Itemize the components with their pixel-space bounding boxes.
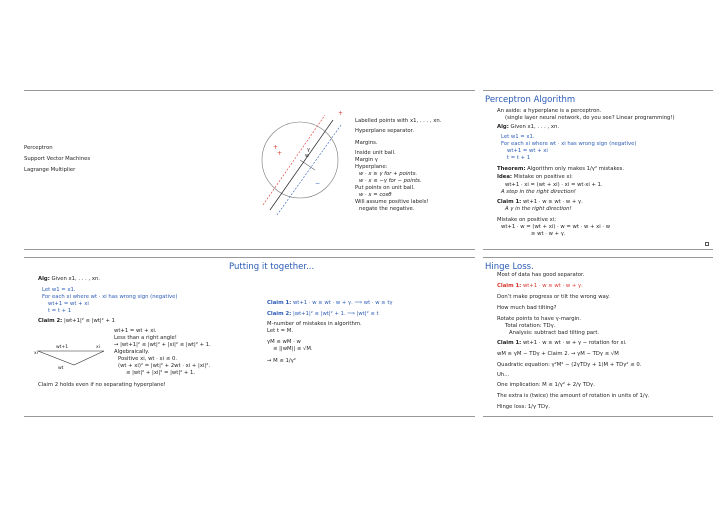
margins-text: Margins. — [355, 140, 378, 146]
idea-equation: wt+1 · xi = (wt + xi) · xi = wt·xi + 1. — [505, 182, 603, 188]
cosine-text: w · x = cosθ — [359, 192, 392, 198]
alg-header: Alg: Given x1, . . . , xn. — [38, 276, 101, 282]
slide-margins — [245, 90, 475, 250]
gamma-label: γ — [307, 147, 310, 153]
norm-bound: → |wt+1|² ≤ |wt|² + |xi|² ≤ |wt|² + 1. — [114, 342, 211, 348]
slide-title: Perceptron Algorithm — [485, 95, 576, 105]
vector-wt — [38, 351, 74, 365]
unit-ball-diagram — [255, 105, 345, 225]
alg-loop: For each xi where wt · xi has wrong sign (negative) — [42, 294, 178, 300]
alg-update: wt+1 = wt + xi — [48, 301, 89, 307]
label-xi-right: xi — [96, 345, 100, 350]
vector-sum-diagram — [34, 339, 114, 379]
combined-inequality: wM ≥ γM − TDγ + Claim 2. → γM − TDγ ≤ √M — [497, 351, 619, 357]
mistakes-definition: M-number of mistakes in algorithm. — [267, 321, 362, 327]
no-progress-text: Don’t make progress or tilt the wrong way. — [497, 294, 610, 300]
slide-rule-top — [245, 90, 475, 91]
implication-text: One implication: M ≤ 1/γ² + 2/γ TDγ. — [497, 382, 595, 388]
mistake-bound: → M ≤ 1/γ² — [267, 358, 296, 364]
rotate-text: Rotate points to have γ-margin. — [497, 316, 582, 322]
outline-item-svm: Support Vector Machines — [24, 156, 91, 162]
claim1-rotation-text: Claim 1: wt+1 · w ≥ wt · w + γ − rotation for xi. — [497, 340, 627, 346]
mistake-equation-2: ≥ wt · w + γ. — [531, 231, 566, 237]
slide-rule-bottom — [245, 249, 475, 250]
plus-point: + — [277, 150, 283, 157]
hinge-loss-text: Hinge loss: 1/γ TDγ. — [497, 404, 550, 410]
outline-item-lagrange: Lagrange Multiplier — [24, 167, 76, 173]
norm-inequality: ≤ ||wM|| ≤ √M. — [273, 346, 313, 352]
alg-update: wt+1 = wt + xi — [507, 148, 548, 154]
slide-rule-top — [24, 257, 254, 258]
hyperplane-separator-text: Hyperplane separator. — [355, 128, 415, 134]
alg-init: Let w1 = x1. — [42, 287, 76, 293]
inside-ball-text: Inside unit ball. — [355, 150, 396, 156]
slide-rule-top — [483, 90, 713, 91]
slide-rule-top — [483, 257, 713, 258]
vector-xi — [74, 351, 104, 365]
w-label: w — [305, 153, 310, 159]
algebraically-text: Algebraically. — [114, 349, 150, 355]
total-rotation-text: Total rotation: TDγ. — [505, 323, 556, 329]
analysis-text: Analysis: subtract bad tilting part. — [509, 330, 600, 336]
alg-init: Let w1 = x1. — [501, 134, 535, 140]
most-data-text: Most of data has good separator. — [497, 272, 585, 278]
slide-title: Putting it together... — [229, 262, 315, 272]
negative-condition: w · x ≤ −γ for − points. — [359, 178, 422, 184]
minus-point: − — [315, 180, 321, 187]
claim1-subtext: A γ in the right direction! — [505, 206, 572, 212]
right-angle-text: Less than a right angle! — [114, 335, 177, 341]
alg-increment: t = t + 1 — [507, 155, 531, 161]
labelled-points-text: Labelled points with x1, . . . , xn. — [355, 118, 442, 124]
plus-point: + — [273, 144, 279, 151]
bound-equation: ≤ |wt|² + |xi|² = |wt|² + 1. — [126, 370, 196, 376]
slide-hinge-loss — [483, 257, 713, 417]
positive-labels-text: Will assume positive labels! — [355, 199, 429, 205]
hyperplane-line — [270, 120, 333, 210]
uh-text: Uh... — [497, 372, 510, 378]
positive-xi-text: Positive xi, wt · xi ≤ 0. — [118, 356, 178, 362]
slide-rule-top — [245, 257, 475, 258]
unit-ball-text: Put points on unit ball. — [355, 185, 415, 191]
slide-claim2 — [24, 257, 254, 417]
aside-text: An aside: a hyperplane is a perceptron. — [497, 108, 602, 114]
margin-gamma-text: Margin γ — [355, 157, 378, 163]
outline-item-perceptron: Perceptron — [24, 145, 53, 151]
claim2-text: Claim 2: |wt+1|² ≤ |wt|² + 1 — [38, 318, 115, 324]
alg-header: Alg: Given x1, . . . , xn. — [497, 124, 560, 130]
hyperplane-label: Hyperplane: — [355, 164, 388, 170]
slide-outline — [24, 90, 254, 250]
claim1-implication: Claim 1: wt+1 · w ≥ wt · w + γ. ⟹ wt · w ≥ tγ — [267, 300, 393, 306]
qed-box — [705, 242, 709, 246]
bad-tilting-question: How much bad tilting? — [497, 305, 557, 311]
claim2-holds-text: Claim 2 holds even if no separating hyperplane! — [38, 382, 166, 388]
label-xi-left: xi — [34, 351, 38, 356]
mistake-equation-1: wt+1 · w = (wt + xi) · w = wt · w + xi · w — [501, 224, 611, 230]
label-wt: wt — [58, 366, 64, 371]
label-wt1: wt+1 — [56, 345, 69, 350]
aside-subtext: (single layer neural network, do you see? Linear programming!) — [505, 115, 675, 121]
let-t-text: Let t = M. — [267, 328, 294, 334]
slide-perceptron-algorithm — [483, 90, 713, 250]
slide-title: Hinge Loss. — [485, 262, 534, 272]
claim2-implication: Claim 2: |wt+1|² ≤ |wt|² + 1. ⟹ |wt|² ≤ t — [267, 311, 379, 317]
slide-rule-bottom — [24, 416, 254, 417]
positive-condition: w · x ≥ γ for + points. — [359, 171, 418, 177]
idea-text: Idea: Mistake on positive xi: — [497, 174, 573, 180]
claim1-text: Claim 1: wt+1 · w ≥ wt · w + γ. — [497, 199, 583, 205]
negate-text: negate the negative. — [359, 206, 415, 212]
alg-loop: For each xi where wt · xi has wrong sign (negative) — [501, 141, 637, 147]
slide-rule-bottom — [24, 249, 254, 250]
slide-rule-top — [24, 90, 254, 91]
slide-rule-bottom — [483, 416, 713, 417]
slide-rule-bottom — [245, 416, 475, 417]
mistake-text: Mistake on positive xi; — [497, 217, 557, 223]
theorem-text: Theorem: Algorithm only makes 1/γ² mistakes. — [497, 166, 625, 172]
slide-putting-together — [229, 257, 475, 417]
quadratic-equation: Quadratic equation: γ²M² − (2γTDγ + 1)M + TDγ² ≤ 0. — [497, 362, 642, 368]
slide-rule-bottom — [483, 249, 713, 250]
alg-increment: t = t + 1 — [48, 308, 72, 314]
gamma-m-inequality: γM ≤ wM · w — [267, 339, 301, 345]
expansion-equation: (wt + xi)² = |wt|² + 2wt · xi + |xi|². — [118, 363, 211, 369]
sum-equation: wt+1 = wt + xi. — [114, 328, 157, 334]
claim1-text: Claim 1: wt+1 · w ≥ wt · w + γ. — [497, 283, 583, 289]
plus-point: + — [338, 110, 344, 117]
right-direction-text: A step in the right direction! — [501, 189, 576, 195]
extra-rotation-text: The extra is (twice) the amount of rotation in units of 1/γ. — [497, 393, 650, 399]
